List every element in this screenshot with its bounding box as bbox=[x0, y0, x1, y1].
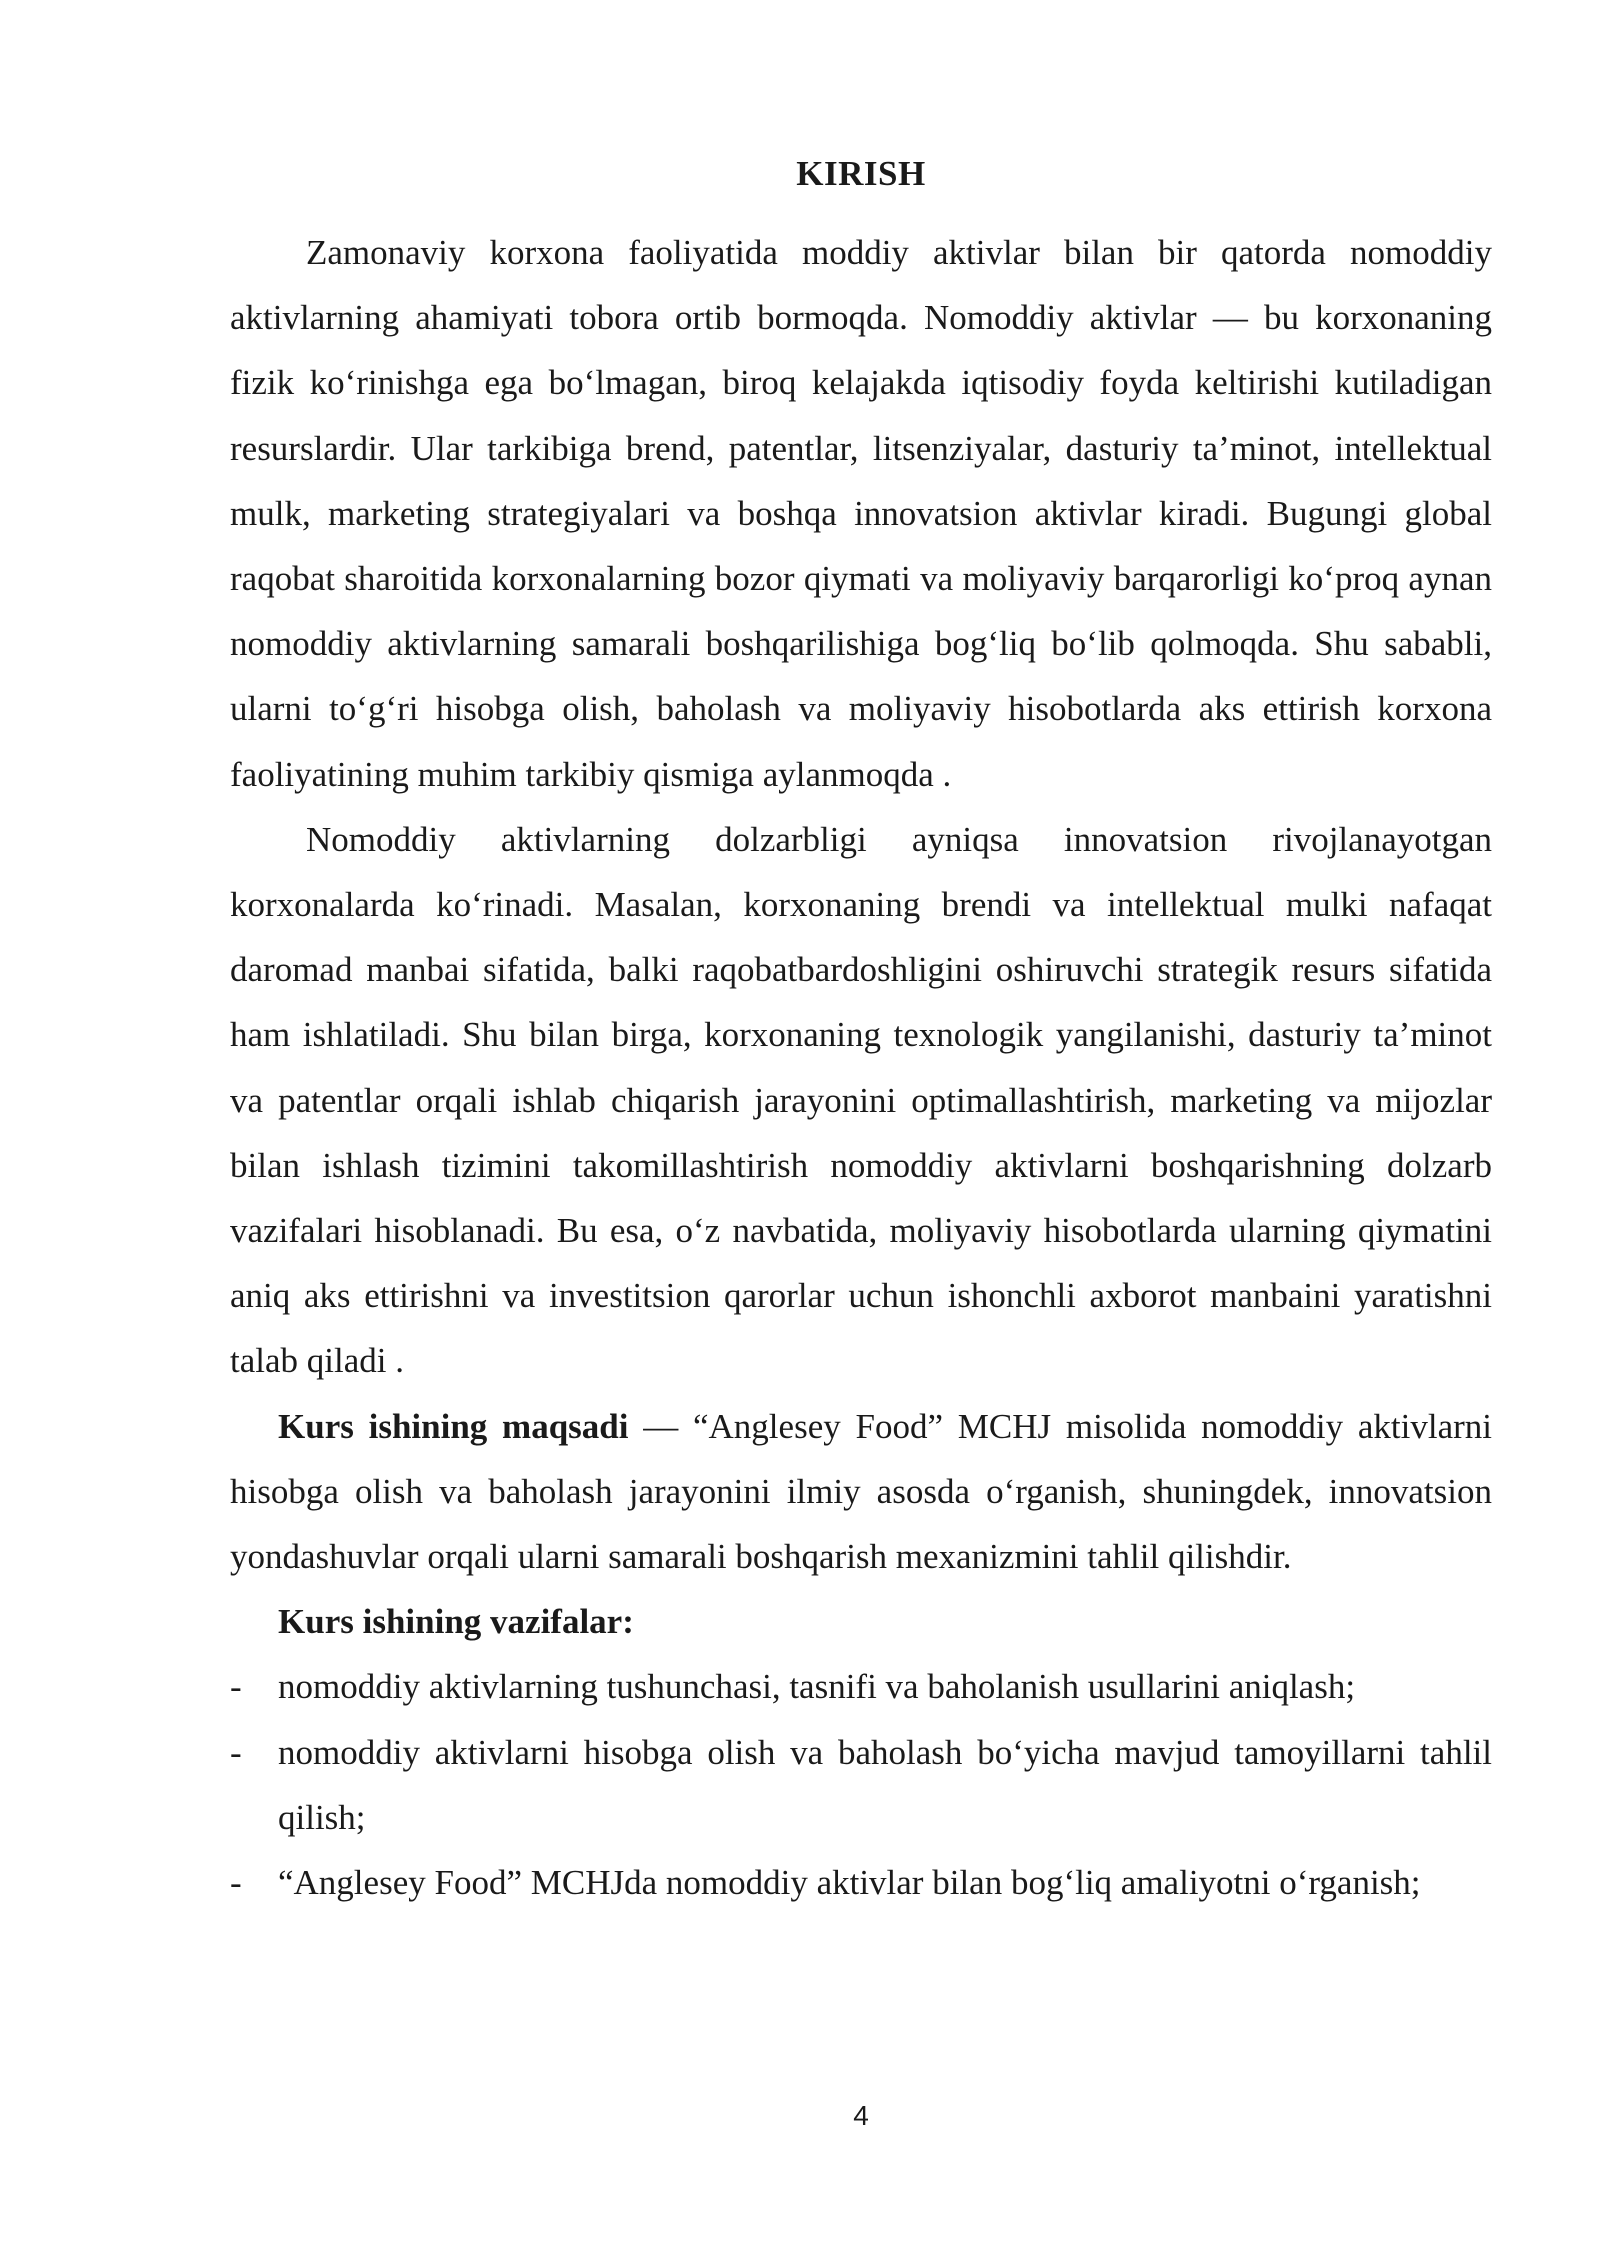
task-text: nomoddiy aktivlarning tushunchasi, tasnifi va baholanish usullarini aniqlash; bbox=[278, 1667, 1356, 1707]
intro-paragraph-2: Nomoddiy aktivlarning dolzarbligi ayniqsa innovatsion rivojlanayotgan korxonalarda koʻrinadi. Masalan, korxonaning brendi va intellektual mulki nafaqat daromad manbai sifatida, balki raqobatbardoshligini oshiruvchi strategik resurs sifatida ham ishlatiladi. Shu bilan birga, korxonaning texnologik yangilanishi, dasturiy ta’minot va patentlar orqali ishlab chiqarish jarayonini optimallashtirish, marketing va mijozlar bilan ishlash tizimini takomillashtirish nomoddiy aktivlarni boshqarishning dolzarb vazifalari hisoblanadi. Bu esa, oʻz navbatida, moliyaviy hisobotlarda ularning qiymatini aniq aks ettirishni va investitsion qarorlar uchun ishonchli axborot manbaini yaratishni talab qiladi . bbox=[230, 819, 1492, 1381]
purpose-label: Kurs ishining maqsadi bbox=[278, 1406, 629, 1446]
task-item bbox=[230, 1720, 1492, 1850]
purpose-paragraph bbox=[230, 1394, 1492, 1590]
page-number: 4 bbox=[853, 2100, 869, 2131]
task-text: nomoddiy aktivlarni hisobga olish va baholash boʻyicha mavjud tamoyillarni tahlil qilish; bbox=[278, 1732, 1492, 1837]
task-marker: - bbox=[230, 1863, 242, 1903]
document-page bbox=[230, 0, 1492, 2262]
task-item bbox=[230, 1654, 1492, 1719]
task-marker: - bbox=[230, 1667, 242, 1707]
purpose-text: — “Anglesey Food” MCHJ misolida nomoddiy aktivlarni hisobga olish va baholash jarayonini ilmiy asosda oʻrganish, shuningdek, innovatsion yondashuvlar orqali ularni samarali boshqarish mexanizmini tahlil qilishdir. bbox=[230, 1406, 1492, 1577]
section-title: KIRISH bbox=[796, 154, 926, 193]
task-marker: - bbox=[230, 1732, 242, 1772]
intro-paragraph-1: Zamonaviy korxona faoliyatida moddiy aktivlar bilan bir qatorda nomoddiy aktivlarning ahamiyati tobora ortib bormoqda. Nomoddiy aktivlar — bu korxonaning fizik koʻrinishga ega boʻlmagan, biroq kelajakda iqtisodiy foyda keltirishi kutiladigan resurslardir. Ular tarkibiga brend, patentlar, litsenziyalar, dasturiy ta’minot, intellektual mulk, marketing strategiyalari va boshqa innovatsion aktivlar kiradi. Bugungi global raqobat sharoitida korxonalarning bozor qiymati va moliyaviy barqarorligi koʻproq aynan nomoddiy aktivlarning samarali boshqarilishiga bogʻliq boʻlib qolmoqda. Shu sababli, ularni toʻgʻri hisobga olish, baholash va moliyaviy hisobotlarda aks ettirish korxona faoliyatining muhim tarkibiy qismiga aylanmoqda . bbox=[230, 233, 1492, 794]
task-text: “Anglesey Food” MCHJda nomoddiy aktivlar bilan bogʻliq amaliyotni oʻrganish; bbox=[278, 1863, 1421, 1903]
body-text bbox=[230, 220, 1492, 1915]
task-item bbox=[230, 1850, 1492, 1915]
tasks-list bbox=[230, 1654, 1492, 1915]
tasks-heading: Kurs ishining vazifalar: bbox=[278, 1602, 634, 1642]
